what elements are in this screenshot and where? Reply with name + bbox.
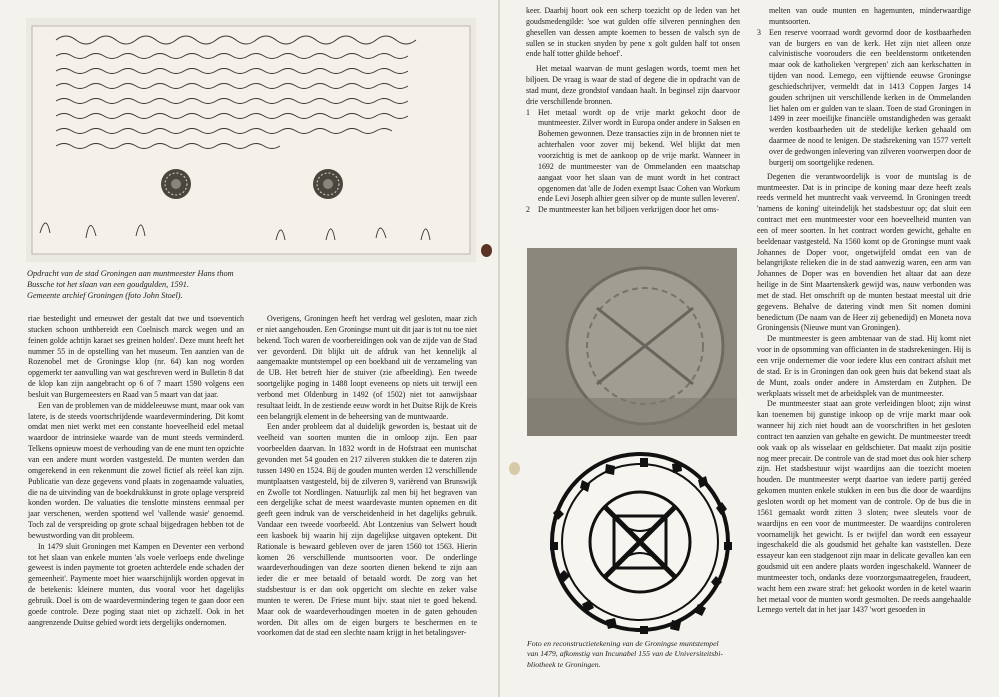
item-text: De muntmeester kan het biljoen verkrijgen door het oms- <box>538 205 719 215</box>
item-number: 1 <box>526 107 530 117</box>
left-column-1 <box>28 314 244 628</box>
page-gutter <box>498 0 500 697</box>
right-column-2 <box>757 6 971 616</box>
binder-hole-bottom <box>509 462 520 475</box>
stamp-photo <box>527 248 737 436</box>
left-column-2 <box>257 314 477 639</box>
paragraph: melten van oude munten en hagemunten, minderwaardige muntsoorten. <box>769 6 971 26</box>
right-column-1 <box>526 6 740 216</box>
figure2-caption <box>527 639 742 670</box>
numbered-item <box>526 205 740 216</box>
caption-line: Gemeente archief Groningen (foto John Stoel). <box>27 291 183 300</box>
stamp-reconstruction-drawing <box>542 450 738 634</box>
paragraph: Overigens, Groningen heeft het verdrag wel gesloten, maar zich er niet aangehouden. Een Groningse munt uit dit jaar is tot nu toe niet bekend. Toch waren de voorbereidingen ook van de zijde van de Stad ver gevorderd. Dit blijkt uit de afdruk van het kennelijk al aangemaakte muntstempel op een boekband uit de verzameling van de UB. Het betreft hier de stuiver (zie afbeelding). Een tweede soortgelijke poging in 1488 loopt eveneens op niets uit terwijl een verbond met Oldenburg in 1492 (of 1502) niet tot aanwijsbaar resultaat leidt. In de zestiende eeuw wordt in het Duitse Rijk de Kreis een belangrijk element in de beheersing van de muntwaarde. <box>257 314 478 421</box>
coin-reconstruction <box>542 450 738 634</box>
caption-line: Bussche tot het slaan van een goudgulden, 1591. <box>27 280 189 289</box>
caption-line: bliotheek te Groningen. <box>527 659 601 669</box>
numbered-item <box>757 28 971 169</box>
item-number: 2 <box>526 205 530 215</box>
stamp-photo-drawing <box>527 248 737 436</box>
paragraph: keer. Daarbij hoort ook een scherp toezicht op de leden van het goudsmedengilde: 'soe wat gulden offe silveren penninghen den ghesellen van dessen ampte koemen to bessen de valsch syn de sullen se in stucken snyden by pene x golt gulden half tot onsen ende half totter ghilde behoef'. <box>526 6 740 59</box>
binder-hole-top <box>481 244 492 257</box>
paragraph: Een van de problemen van de middeleeuwse munt, maar ook van latere, is de steeds voortschrijdende waardevermindering. Dit komt omdat men niet werkt met een constante hoeveelheid edel metaal waardoor de intrinsieke waarde van de munt steeds verminderd. Telkens opnieuw moest de verhouding van de ene munt ten opzichte van een andere munt worden vastgesteld. De munten werden dan omgerekend in een rekenmunt die zowel fictief als reëel kan zijn. Publicatie van deze gegevens vond plaats in zogenaamde valuaties, die na de uitvinding van de boekdrukkunst in grote oplage verspreid konden worden. De valuaties die tenslotte minstens eenmaal per jaar verschenen, werden spottend wel 'vallende wasie' genoemd. Toch zal de verspreiding op grote schaal bijgedragen hebben tot de bewustwording van dit probleem. <box>28 400 244 540</box>
paragraph: In 1479 sluit Groningen met Kampen en Deventer een verbond tot het slaan van enkele munten 'als voele verloeps ende dwelinge geweest is inden paymente tot groeten achterdele ende schaden der gemeenheit'. Paymente moet hier waarschijnlijk worden opgevat in de betekenis: kleinere munten, dus vooral voor het dagelijks gebruik. Doel is om de waardevermindering tegen te gaan door een goede controle. Deze poging staat niet op zichzelf. Ook in het aangrenzende Duitse gebied wordt iets dergelijks ondernomen. <box>28 541 244 627</box>
item-number: 3 <box>757 27 761 37</box>
caption-line: van 1479, afkomstig van Incunabel 155 van de Universiteitsbi- <box>527 649 723 659</box>
caption-line: Foto en reconstructietekening van de Groningse muntstempel <box>527 639 719 648</box>
paragraph: Degenen die verantwoordelijk is voor de muntslag is de muntmeester. Dat is in principe de koning maar deze heeft zeals reeds vermeld het muntrecht vaak verveemd. In Groningen treedt 'namens de koning' uiteindelijk het stadsbestuur op; dat sluit een contract met een muntmeester voor een hoeveelheid munten van een of meer soorten. In het contract worden gewicht, gehalte en beeldenaar vastgesteld. Na 1560 komt op de Groningse munt vaak Johannes de Doper voor, ongetwijfeld omdat een van de belangrijkste relieken die in de stad aanwezig waren, een arm van Johannes de Doper was en bovendien het altaar dat aan deze heilige in de Sint Maartenskerk gewijd was, nauw verbonden was met de stad. Het omschrift op de munten bestaat meestal uit drie gegevens. Behalve de datering vindt men Sit nomen domini benedictum (De naam van de Heer zij gebenedijd) en Moneta nova Groningensis (Nieuwe munt van Groningen). <box>757 171 971 333</box>
manuscript-image <box>26 18 476 262</box>
seal-right <box>313 169 343 199</box>
paragraph: riae bestedight und erneuwet der gestalt dat twe und tsoeventich stucken schoon unthbereidt een Coelnisch marck wegen und an feinen golde achtijn karaet ses greinen holden'. Deze munt heeft het nummer 55 in de opstelling van het museum. Ten aanzien van de Rozenobel met de Groningse klop (nr. 64) kan nog worden opgemerkt ter aanvulling van wat geschreven werd in Bulletin 8 dat de klop kan zijn aangebracht op 6 of 7 maart 1590 volgens een besluit van Burgemeesters en Raad van 5 maart van dat jaar. <box>28 314 244 399</box>
caption-line: Opdracht van de stad Groningen aan muntmeester Hans thom <box>27 269 234 278</box>
paragraph: De muntmeester is geen ambtenaar van de stad. Hij komt niet voor in de opsomming van officianten in de stadsrekeningen. Hij is een vrije ondernemer die voor iedere klus een contract afsluit met de stad. Er is in Groningen dan ook geen huis dat bekend staat als de Munt, zoals onder andere in Amsterdam en Zutphen. De werkplaats wisselt met de arbeidsplek van de muntmeester. <box>757 334 971 398</box>
paragraph: De muntmeester staat aan grote verleidingen bloot; zijn winst kan toenemen bij gunstige inkoop op de vrije markt maar ook wanneer hij zich niet houdt aan de voorschriften in het gesloten contract ten aanzien van gehalte en gewicht. De muntmeester treedt ook vaak op als wisselaar en geldschieter. Dat maakt zijn positie nog meer precair. De controle van de stad moet dus ook hier scherp zijn. Het stadsbestuur wijst waardijns aan die toezicht moeten houden. De muntmeester werpt daartoe van iedere partij geréed gekomen munten enkele stukken in een bus die door de waardijns gesloten wordt op het moment van de controle. Op de bus die in 1561 gemaakt wordt zitten 3 sloten; twee sleutels voor de waardijns en een voor de muntmeester. De waardijns controleren voornamelijk het gewicht. Is er twijfel dan wordt een essayeur ingeschakeld die als goudsmid het gehalte kan vaststellen. Deze essayeur kan een stadgenoot zijn maar in delicate gevallen kan een goudsmid uit een andere plaats worden ingeschakeld. Wanneer de muntmeester toch, ondanks deze voorzorgsmaatregelen, fraudeert, wacht hem een zware straf: het gekookt worden in de ketel waarin het metaal voor de munten wordt gesmolten. De reeds aangehaalde Lemego vertelt dat in het jaar 1437 'wort gesoeden in <box>757 399 971 615</box>
numbered-item <box>526 108 740 206</box>
manuscript-drawing <box>26 18 476 262</box>
figure1-caption <box>27 268 487 301</box>
seal-left <box>161 169 191 199</box>
item-text: Een reserve voorraad wordt gevormd door de kostbaarheden van de burgers en van de kerk. Het zijn niet alleen onze calvinistische voorouders die een beeldenstorm ontketenden maar ook de katholieken 'vergrepen' zich aan kerkschatten in tijden van nood. Lemego, een vijftiende eeuwse Groningse geschiedschrijver, vermeldt dat in 1413 Coppen Jarges 14 gouden schrijnen uit verschillende kerken in de Ommelanden liet halen om er gulden van te slaan. Toen de stad Groningen in 1499 in zeer moeilijke financiële omstandigheden was geraakt werden kostbaarheden uit de stedelijke kerken gehaald om daarmee de nood te lenigen. De stadsrekening van 1577 vertelt over de gedwongen inlevering van zilveren voorwerpen door de burgerij om soortgelijke redenen. <box>769 27 972 167</box>
item-text: Het metaal wordt op de vrije markt gekocht door de muntmeester. Zilver wordt in Europa onder andere in Saksen en Bohemen gewonnen. Deze transacties zijn in de bronnen niet te achterhalen voor zover mij bekend. Wel blijkt dat men voorzichtig is met de aankoop op de vrije markt. Wanneer in 1692 de muntmeester van de Ommelanden een maatschap aangaat voor het slaan van de munt wordt in het contract opgenomen dat 'alle de Joden exempt Isaac Cohen van Workum ende Levi Joseph alhier geen silver op de munte sullen leveren'. <box>538 107 740 204</box>
paragraph: Een ander probleem dat al duidelijk geworden is, bestaat uit de veelheid van soorten munten die in omloop zijn. Een paar voorbeelden daarvan. In 1832 wordt in de Hofstraat een muntschat gevonden met 54 gouden en 217 zilveren stukken die te dateren zijn tussen 1490 en 1524. Bij de gouden munten werden 12 verschillende muntplaatsen vastgesteld, bij de zilveren 9, variërend van Brunswijk en Zwolle tot Nordlingen. Natuurlijk zal men bij het begraven van een dergelijke schat de meest waardevaste munten opnemen en dit geeft geen indruk van de verscheidenheid in het dagelijks gebruik. Vandaar een tweede voorbeeld. Abt Lontzenius van Selwert houdt een kasboek bij waarin hij zijn dagelijkse uitgaven optekent. Dit Rationale is bewaard gebleven over de jaren 1560 tot 1563. Hierin komen 26 verschillende muntsoorten voor. De onderlinge waardeverhoudingen van deze soorten dienen bekend te zijn aan ieder die er mee betaald of betaald wordt. De zorg van het stadsbestuur is er dan ook opgericht om slechte en zeker valse munten te weren. De Friese munt bijv. staat niet te goed bekend. Maar ook de waardeverhoudingen moeten in de gaten gehouden worden. Dit alles om de eigen burgers te beschermen en te voorkomen dat de stad een slechte naam krijgt in het betalingsver- <box>257 422 477 638</box>
paragraph: Het metaal waarvan de munt geslagen words, toemt men het biljoen. De vraag is waar de stad of degene die in opdracht van de stad munt, deze grondstof vandaan haalt. In beginsel zijn daarvoor drie verschillende bronnen. <box>526 64 740 106</box>
